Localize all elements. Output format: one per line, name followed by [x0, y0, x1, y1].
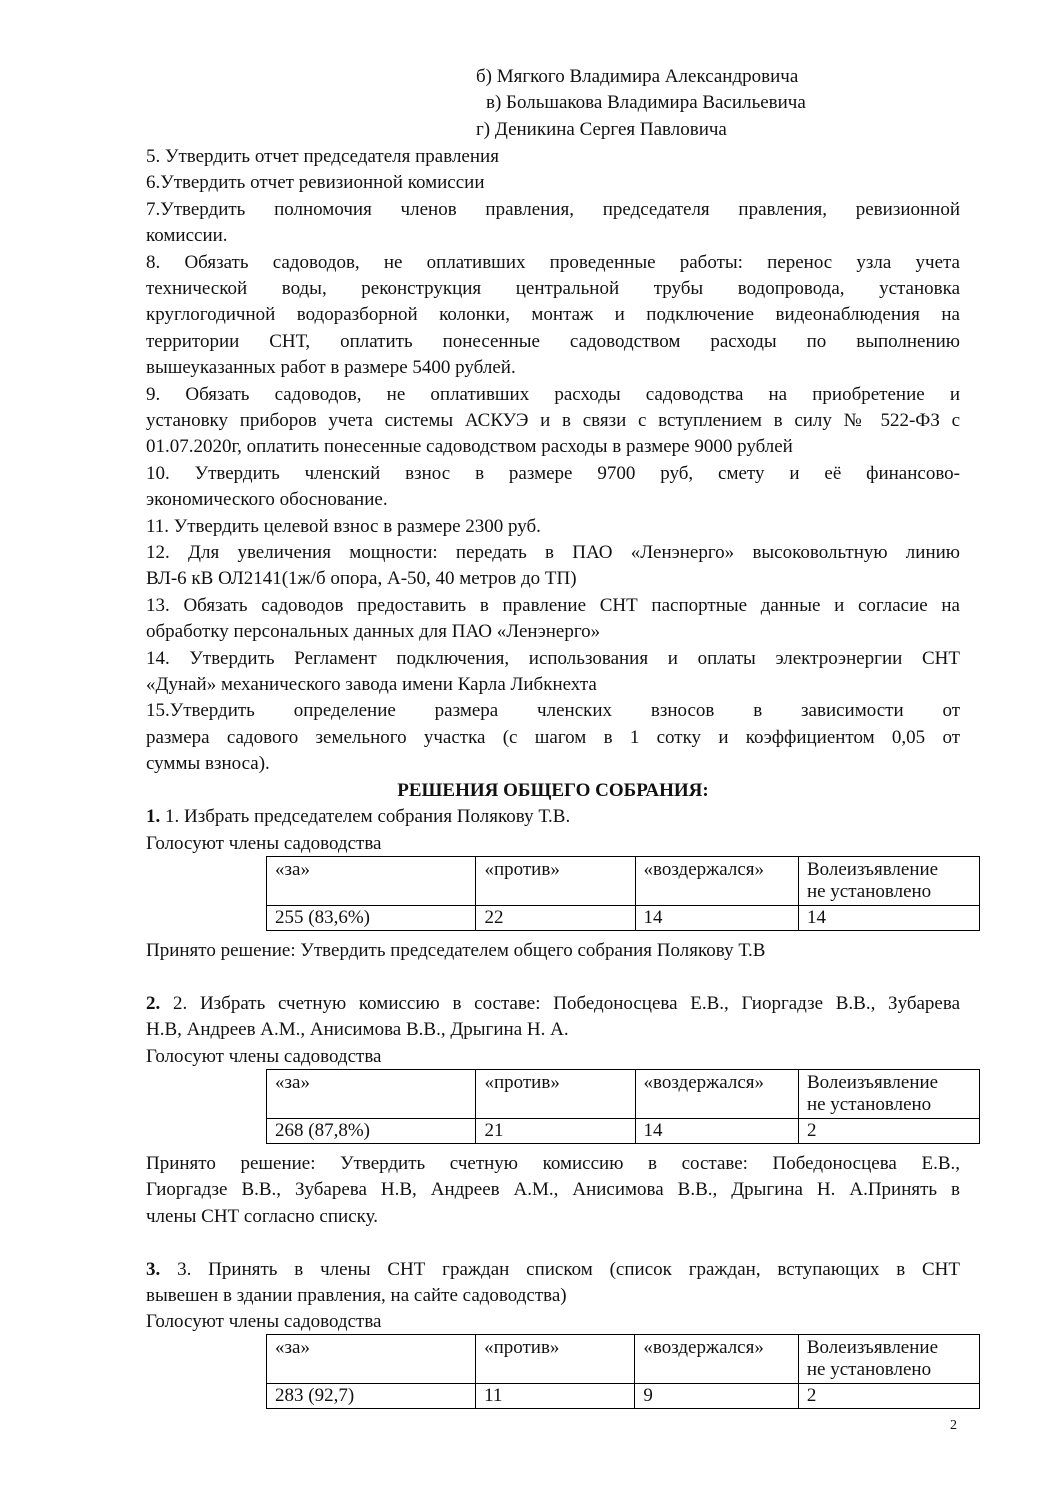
text-line: 6.Утвердить отчет ревизионной комиссии	[146, 172, 485, 193]
cell-vozderzhalsya: 14	[635, 906, 798, 931]
text-line: установку приборов учета системы АСКУЭ и в связи с вступлением в силу № 522-ФЗ с	[146, 410, 960, 431]
text-line: Голосуют члены садоводства	[146, 833, 382, 854]
header-protiv: «против»	[476, 857, 635, 906]
header-za: «за»	[267, 1335, 476, 1384]
cell-protiv: 11	[476, 1384, 635, 1409]
header-vozderzhalsya: «воздержался»	[635, 1335, 799, 1384]
text-line: 8. Обязать садоводов, не оплативших проведенные работы: перенос узла учета	[146, 252, 960, 273]
text-line: г) Деникина Сергея Павловича	[476, 119, 727, 140]
text-line: члены СНТ согласно списку.	[146, 1206, 378, 1227]
item-text: 3. Принять в члены СНТ граждан списком (список граждан, вступающих в СНТ	[177, 1259, 961, 1280]
vote-table-3	[266, 1334, 980, 1409]
text-line: б) Мягкого Владимира Александровича	[476, 66, 799, 87]
text-line: Голосуют члены садоводства	[146, 1046, 382, 1067]
text-line: вышеуказанных работ в размере 5400 рублей.	[146, 357, 516, 378]
text-line: 01.07.2020г, оплатить понесенные садоводством расходы в размере 9000 рублей	[146, 436, 793, 457]
cell-protiv: 21	[476, 1119, 635, 1144]
text-line: 9. Обязать садоводов, не оплативших расходы садоводства на приобретение и	[146, 384, 960, 405]
cell-za: 268 (87,8%)	[267, 1119, 476, 1144]
header-volya: Волеизъявление не установлено	[798, 1335, 979, 1384]
text-line: Принято решение: Утвердить председателем общего собрания Полякову Т.В	[146, 940, 766, 961]
text-line: ВЛ-6 кВ ОЛ2141(1ж/б опора, А-50, 40 метров до ТП)	[146, 568, 577, 589]
text-line: 10. Утвердить членский взнос в размере 9700 руб, смету и её финансово-	[146, 463, 960, 484]
text-line: 7.Утвердить полномочия членов правления, председателя правления, ревизионной	[146, 199, 960, 220]
cell-za: 283 (92,7)	[267, 1384, 476, 1409]
text-line: вывешен в здании правления, на сайте садоводства)	[146, 1285, 567, 1306]
text-line: территории СНТ, оплатить понесенные садоводством расходы по выполнению	[146, 331, 960, 352]
text-line: 5. Утвердить отчет председателя правления	[146, 146, 499, 167]
text-line: Голосуют члены садоводства	[146, 1311, 382, 1332]
header-vozderzhalsya: «воздержался»	[635, 857, 798, 906]
header-protiv: «против»	[476, 1335, 635, 1384]
page-number: 2	[950, 1418, 957, 1433]
text-line: круглогодичной водоразборной колонки, монтаж и подключение видеонаблюдения на	[146, 304, 960, 325]
cell-volya: 2	[798, 1119, 979, 1144]
vote-table-2	[266, 1069, 980, 1144]
cell-za: 255 (83,6%)	[267, 906, 476, 931]
text-line: 15.Утвердить определение размера членских взносов в зависимости от	[146, 700, 960, 721]
cell-vozderzhalsya: 14	[635, 1119, 798, 1144]
header-vozderzhalsya: «воздержался»	[635, 1070, 798, 1119]
text-line: размера садового земельного участка (с шагом в 1 сотку и коэффициентом 0,05 от	[146, 727, 960, 748]
cell-vozderzhalsya: 9	[635, 1384, 799, 1409]
text-line: «Дунай» механического завода имени Карла Либкнехта	[146, 674, 597, 695]
text-line: 14. Утвердить Регламент подключения, использования и оплаты электроэнергии СНТ	[146, 648, 960, 669]
text-line: 11. Утвердить целевой взнос в размере 2300 руб.	[146, 516, 541, 537]
cell-protiv: 22	[476, 906, 635, 931]
text-line: 1. 1. Избрать председателем собрания Полякову Т.В.	[146, 806, 571, 827]
item-text: 2. Избрать счетную комиссию в составе: Победоносцева Е.В., Гиоргадзе В.В., Зубарева	[172, 993, 961, 1014]
text-line: Н.В, Андреев А.М., Анисимова В.В., Дрыгина Н. А.	[146, 1019, 569, 1040]
vote-table-1	[266, 856, 980, 931]
cell-volya: 2	[798, 1384, 979, 1409]
text-line: суммы взноса).	[146, 753, 270, 774]
section-heading: РЕШЕНИЯ ОБЩЕГО СОБРАНИЯ:	[397, 780, 709, 801]
text-line: обработку персональных данных для ПАО «Ленэнерго»	[146, 621, 601, 642]
text-line: Гиоргадзе В.В., Зубарева Н.В, Андреев А.М., Анисимова В.В., Дрыгина Н. А.Принять в	[146, 1179, 960, 1200]
header-za: «за»	[267, 1070, 476, 1119]
text-line: экономического обоснование.	[146, 489, 388, 510]
text-line: 12. Для увеличения мощности: передать в ПАО «Ленэнерго» высоковольтную линию	[146, 542, 960, 563]
header-volya: Волеизъявление не установлено	[798, 857, 979, 906]
cell-volya: 14	[798, 906, 979, 931]
item-text: 1. Избрать председателем собрания Полякову Т.В.	[165, 806, 571, 827]
header-volya: Волеизъявление не установлено	[798, 1070, 979, 1119]
text-line: 13. Обязать садоводов предоставить в правление СНТ паспортные данные и согласие на	[146, 595, 960, 616]
text-line: технической воды, реконструкция центральной трубы водопровода, установка	[146, 278, 960, 299]
text-line: Принято решение: Утвердить счетную комиссию в составе: Победоносцева Е.В.,	[146, 1153, 960, 1174]
text-line: 2. 2. Избрать счетную комиссию в составе: Победоносцева Е.В., Гиоргадзе В.В., Зубарева	[146, 993, 961, 1014]
header-za: «за»	[267, 857, 476, 906]
text-line: комиссии.	[146, 225, 228, 246]
header-protiv: «против»	[476, 1070, 635, 1119]
text-line: в) Большакова Владимира Васильевича	[486, 92, 806, 113]
text-line: 3. 3. Принять в члены СНТ граждан списком (список граждан, вступающих в СНТ	[146, 1259, 961, 1280]
